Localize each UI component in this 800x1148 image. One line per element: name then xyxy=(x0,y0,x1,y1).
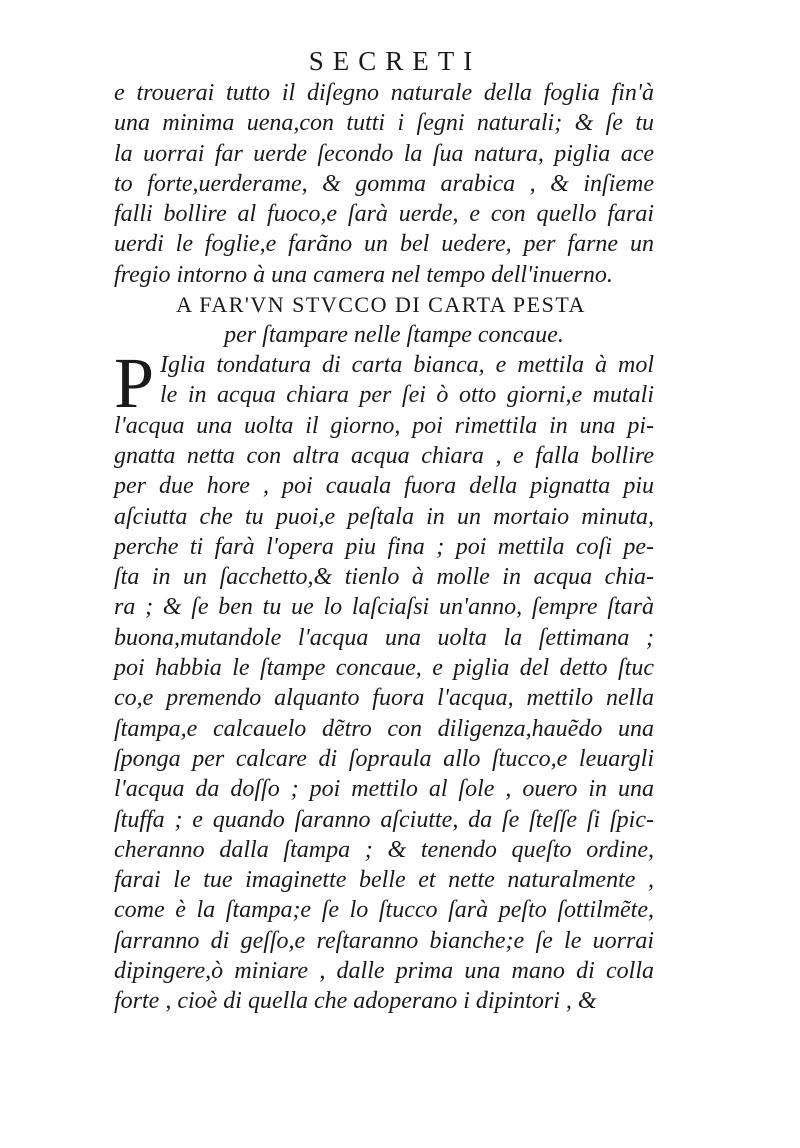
text-line: dipingere,ò miniare , dalle prima una mano di colla xyxy=(114,958,654,985)
text-line: fregio intorno à una camera nel tempo dell'inuerno. xyxy=(114,261,613,288)
text-line: la uorrai far uerde ſecondo la ſua natura, piglia ace xyxy=(114,140,654,167)
text-line: Iglia tondatura di carta bianca, e mettila à mol xyxy=(160,352,654,379)
text-line: falli bollire al fuoco,e ſarà uerde, e con quello farai xyxy=(114,201,654,228)
text-line: forte , cioè di quella che adoperano i dipintori , & xyxy=(114,988,597,1015)
text-line: cheranno dalla ſtampa ; & tenendo queſto ordine, xyxy=(114,836,654,863)
section-subheading: per ſtampare nelle ſtampe concaue. xyxy=(224,322,564,349)
section-heading: A FAR'VN STVCCO DI CARTA PESTA xyxy=(176,292,586,318)
paragraph xyxy=(114,343,654,1017)
text-line: perche ti farà l'opera piu fina ; poi mettila coſi pe- xyxy=(114,533,654,560)
text-line: l'acqua da doſſo ; poi mettilo al ſole , ouero in una xyxy=(114,776,654,803)
text-line: ſarranno di geſſo,e reſtaranno bianche;e ſe le uorrai xyxy=(114,927,654,954)
text-line: gnatta netta con altra acqua chiara , e falla bollire xyxy=(114,442,654,469)
text-line: co,e premendo alquanto fuora l'acqua, mettilo nella xyxy=(114,685,654,712)
text-line: to forte,uerderame, & gomma arabica , & inſieme xyxy=(114,170,654,197)
text-line: aſciutta che tu puoi,e peſtala in un mortaio minuta, xyxy=(114,503,654,530)
text-line: ſtuffa ; e quando ſaranno aſciutte, da ſe ſteſſe ſi ſpic- xyxy=(114,806,654,833)
text-line: ſponga per calcare di ſopraula allo ſtucco,e leuargli xyxy=(114,745,654,772)
text-line: poi habbia le ſtampe concaue, e piglia del detto ſtuc xyxy=(114,655,654,682)
text-line: come è la ſtampa;e ſe lo ſtucco ſarà peſto ſottilmẽte, xyxy=(114,897,654,924)
text-line: ſta in un ſacchetto,& tienlo à molle in acqua chia- xyxy=(114,564,654,591)
running-head: SECRETI xyxy=(308,46,482,76)
drop-cap: P xyxy=(114,343,155,424)
text-line: uerdi le foglie,e farãno un bel uedere, per farne un xyxy=(114,231,654,258)
text-line: e trouerai tutto il diſegno naturale della foglia fin'à xyxy=(114,80,654,106)
text-line: ſtampa,e calcauelo dẽtro con diligenza,hauẽdo una xyxy=(114,715,654,742)
text-line: buona,mutandole l'acqua una uolta la ſettimana ; xyxy=(114,624,654,651)
text-line: le in acqua chiara per ſei ò otto giorni,e mutali xyxy=(160,382,654,409)
text-line: ra ; & ſe ben tu ue lo laſciaſsi un'anno, ſempre ſtarà xyxy=(114,594,654,621)
text-line: per due hore , poi cauala fuora della pignatta piu xyxy=(114,473,654,500)
text-line: farai le tue imaginette belle et nette naturalmente , xyxy=(114,867,654,894)
text-line: l'acqua una uolta il giorno, poi rimettila in una pi- xyxy=(114,412,654,439)
text-line: una minima uena,con tutti i ſegni naturali; & ſe tu xyxy=(114,110,654,137)
text-block xyxy=(114,78,654,1017)
